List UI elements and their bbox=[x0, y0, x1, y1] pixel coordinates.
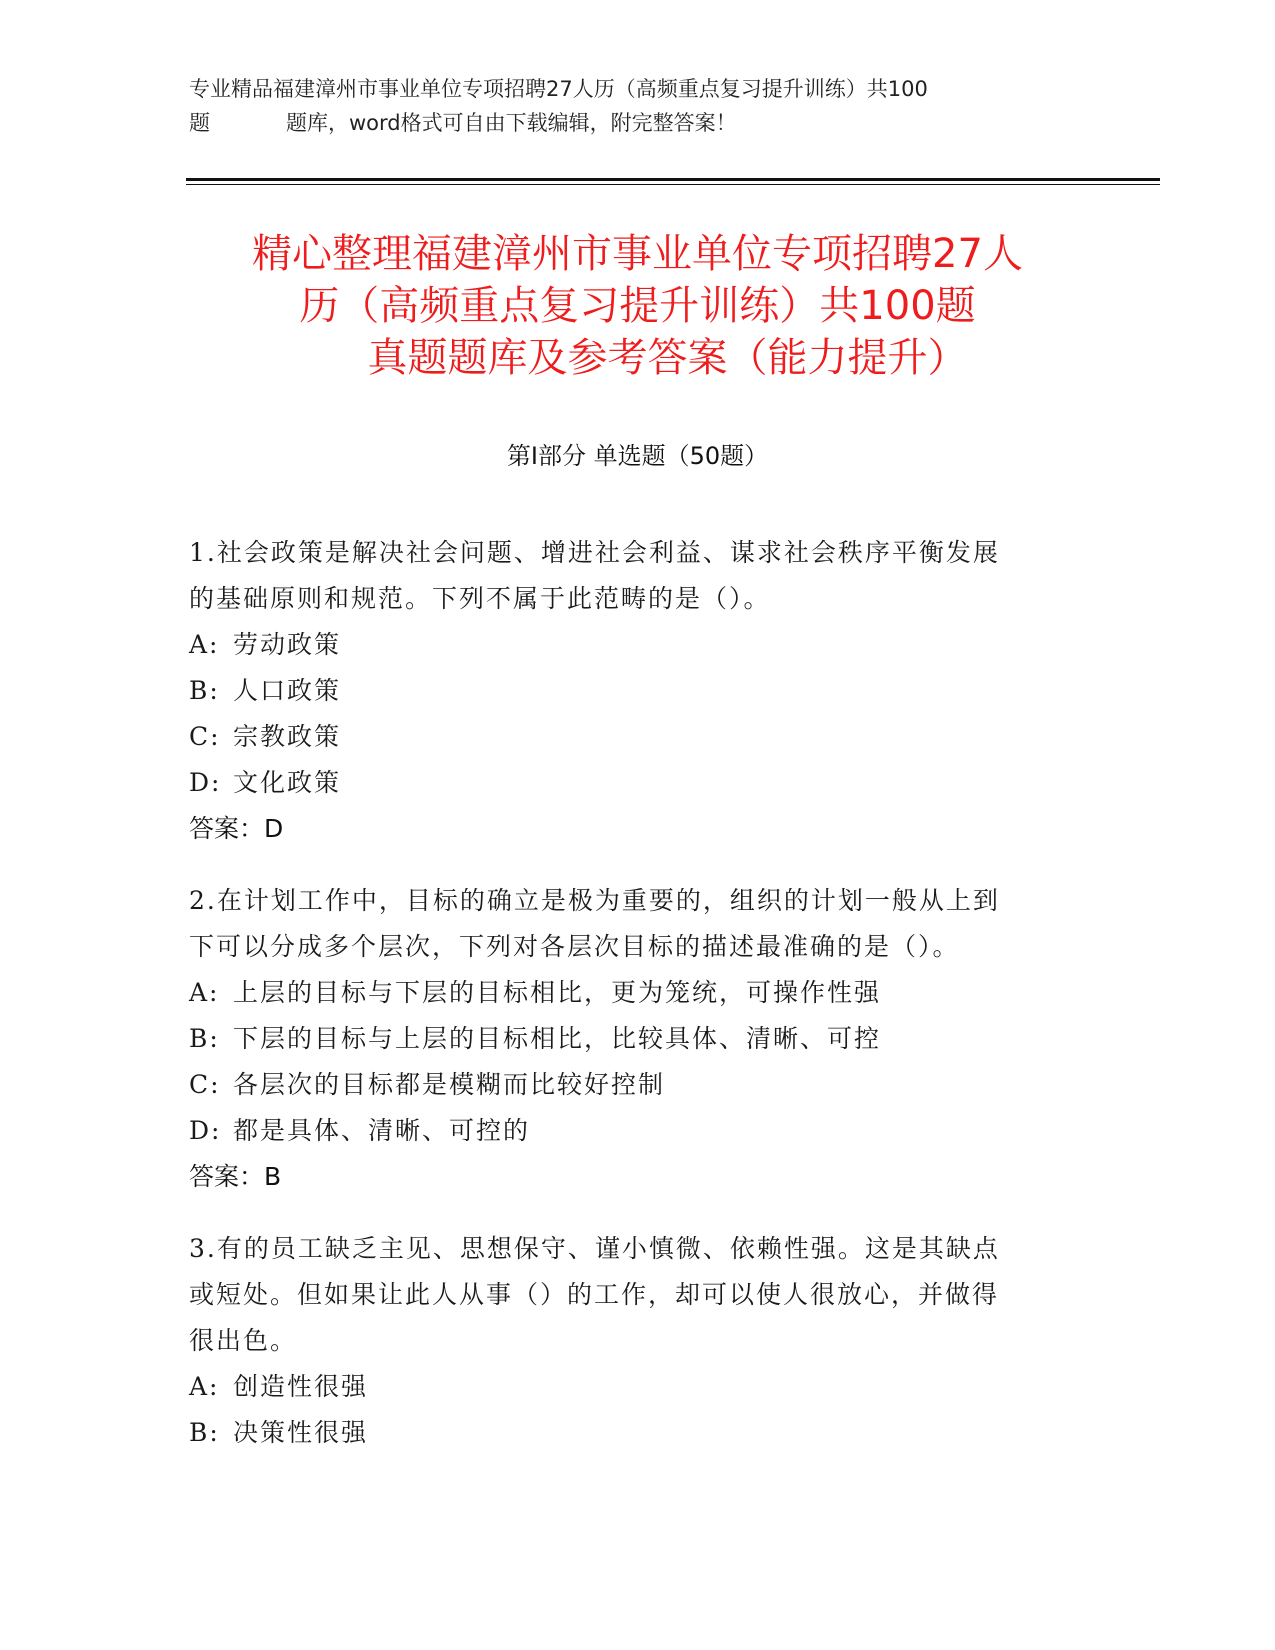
option-key: A: bbox=[189, 630, 220, 659]
question-stem bbox=[189, 878, 1069, 970]
question-stem-line: 2.在计划工作中，目标的确立是极为重要的，组织的计划一般从上到 bbox=[189, 886, 1000, 915]
question-stem-line: 的基础原则和规范。下列不属于此范畴的是（）。 bbox=[189, 584, 771, 613]
question-stem-line: 下可以分成多个层次，下列对各层次目标的描述最准确的是（）。 bbox=[189, 932, 960, 961]
option-a bbox=[189, 970, 1069, 1016]
option-text: 宗教政策 bbox=[233, 722, 342, 751]
option-a bbox=[189, 622, 1069, 668]
option-d bbox=[189, 1108, 1069, 1154]
title-line-3: 真题题库及参考答案（能力提升） bbox=[367, 335, 968, 381]
option-text: 人口政策 bbox=[233, 676, 342, 705]
header-line-1: 专业精品福建漳州市事业单位专项招聘27人历（高频重点复习提升训练）共100 bbox=[189, 77, 928, 101]
option-text: 下层的目标与上层的目标相比，比较具体、清晰、可控 bbox=[233, 1024, 882, 1053]
option-text: 劳动政策 bbox=[233, 630, 342, 659]
document-title bbox=[150, 228, 1125, 384]
question-2 bbox=[189, 878, 1069, 1200]
question-stem bbox=[189, 1226, 1069, 1364]
answer: 答案：D bbox=[189, 814, 284, 843]
header-rule-thin bbox=[186, 184, 1160, 185]
option-key: B: bbox=[189, 1024, 220, 1053]
option-c bbox=[189, 714, 1069, 760]
question-3 bbox=[189, 1226, 1069, 1456]
header-note bbox=[189, 72, 1069, 140]
question-1 bbox=[189, 530, 1069, 852]
option-text: 决策性很强 bbox=[233, 1418, 369, 1447]
option-key: D: bbox=[189, 1116, 222, 1145]
header-line-2-start: 题 bbox=[189, 111, 210, 135]
header-rule-thick bbox=[186, 178, 1160, 181]
header-line-2 bbox=[189, 106, 1069, 140]
option-text: 都是具体、清晰、可控的 bbox=[233, 1116, 531, 1145]
option-text: 各层次的目标都是模糊而比较好控制 bbox=[233, 1070, 666, 1099]
option-b bbox=[189, 1410, 1069, 1456]
option-key: B: bbox=[189, 676, 220, 705]
option-a bbox=[189, 1364, 1069, 1410]
option-c bbox=[189, 1062, 1069, 1108]
answer: 答案：B bbox=[189, 1162, 282, 1191]
option-b bbox=[189, 1016, 1069, 1062]
option-text: 上层的目标与下层的目标相比，更为笼统，可操作性强 bbox=[233, 978, 882, 1007]
option-d bbox=[189, 760, 1069, 806]
header-line-2-rest: 题库，word格式可自由下载编辑，附完整答案！ bbox=[286, 111, 737, 135]
title-line-1: 精心整理福建漳州市事业单位专项招聘27人 bbox=[252, 231, 1023, 277]
question-stem-line: 或短处。但如果让此人从事（）的工作，却可以使人很放心，并做得 bbox=[189, 1280, 1000, 1309]
question-list bbox=[189, 530, 1069, 1482]
option-text: 文化政策 bbox=[233, 768, 342, 797]
option-key: B: bbox=[189, 1418, 220, 1447]
option-key: D: bbox=[189, 768, 222, 797]
question-stem-line: 很出色。 bbox=[189, 1326, 298, 1355]
title-line-2: 历（高频重点复习提升训练）共100题 bbox=[299, 283, 976, 329]
option-text: 创造性很强 bbox=[233, 1372, 369, 1401]
option-key: A: bbox=[189, 1372, 220, 1401]
question-stem-line: 3.有的员工缺乏主见、思想保守、谨小慎微、依赖性强。这是其缺点 bbox=[189, 1234, 1000, 1263]
option-key: C: bbox=[189, 1070, 221, 1099]
section-title: 第Ⅰ部分 单选题（50题） bbox=[506, 442, 769, 470]
question-stem bbox=[189, 530, 1069, 622]
option-key: C: bbox=[189, 722, 221, 751]
option-b bbox=[189, 668, 1069, 714]
question-stem-line: 1.社会政策是解决社会问题、增进社会利益、谋求社会秩序平衡发展 bbox=[189, 538, 1000, 567]
option-key: A: bbox=[189, 978, 220, 1007]
